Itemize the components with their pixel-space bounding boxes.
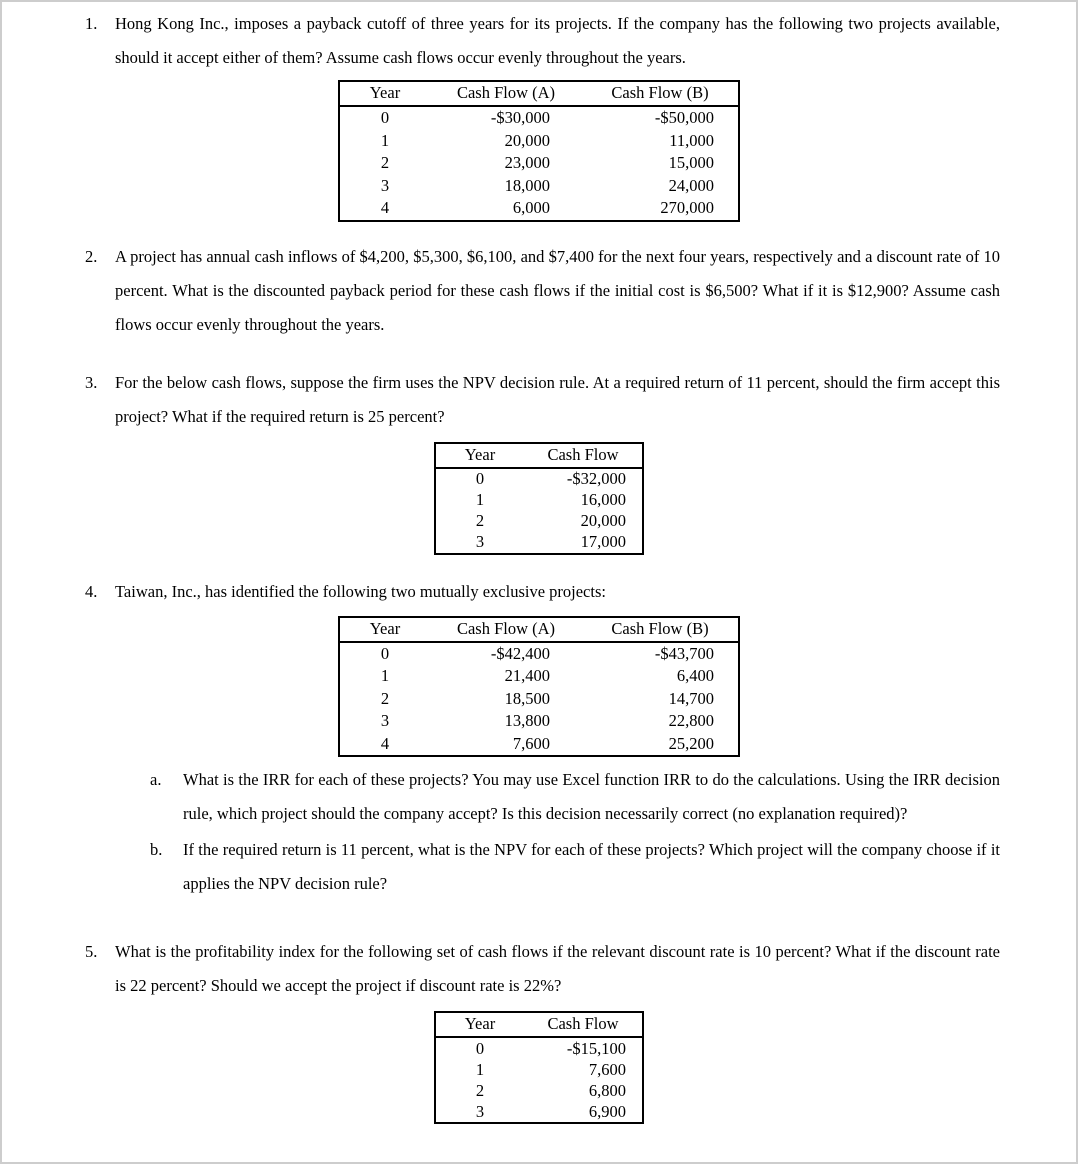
table-cell: 2 (380, 688, 390, 708)
table-header-row (435, 1012, 643, 1037)
part-b-text: If the required return is 11 percent, what is the NPV for each of these projects? Which project will the company choose if it applies the NPV decision rule? (183, 840, 1000, 893)
table-row (339, 733, 739, 757)
table-header-cell: Cash Flow (B) (582, 617, 739, 642)
table-cell: 3 (475, 532, 485, 551)
table-row (339, 106, 739, 130)
table-row (435, 511, 643, 532)
part-a-letter: a. (150, 770, 162, 789)
table-cell: 20,000 (504, 130, 550, 150)
table-row (339, 197, 739, 221)
question-1-text: Hong Kong Inc., imposes a payback cutoff of three years for its projects. If the company has the following two projects available, should it accept either of them? Assume cash flows occur evenly throughout the years. (115, 14, 1000, 67)
question-2-number: 2. (85, 246, 98, 266)
table-header-cell: Cash Flow (A) (430, 617, 582, 642)
table-cell: 16,000 (580, 490, 626, 509)
table-cell: -$32,000 (566, 469, 626, 488)
table-header-row (339, 81, 739, 106)
cash-flow-table-q3 (434, 442, 644, 555)
table-row (435, 468, 643, 490)
table-header-cell: Cash Flow (B) (582, 81, 739, 106)
table-cell: 270,000 (660, 198, 714, 218)
table-cell: 6,400 (676, 666, 714, 686)
question-2 (2, 240, 1076, 342)
table-cell: 23,000 (504, 153, 550, 173)
table-cell: 21,400 (504, 666, 550, 686)
table-row (435, 1059, 643, 1080)
table-cell: -$50,000 (654, 108, 714, 128)
question-1-number: 1. (85, 14, 98, 33)
table-row (435, 1101, 643, 1123)
table-header-cell: Cash Flow (A) (430, 81, 582, 106)
table-cell: 6,800 (588, 1080, 626, 1100)
table-row (435, 532, 643, 554)
table-row (339, 688, 739, 711)
table-cell: 11,000 (669, 130, 714, 150)
question-4-part-a (2, 763, 1076, 831)
question-4-part-b (2, 833, 1076, 901)
question-5 (2, 935, 1076, 1003)
table-cell: 0 (380, 643, 390, 663)
table-cell: 17,000 (580, 532, 626, 551)
table-header-row (435, 443, 643, 468)
table-header-cell: Year (339, 81, 430, 106)
table-cell: 0 (475, 469, 485, 488)
table-cell: 18,000 (504, 175, 550, 195)
table-cell: 1 (380, 666, 390, 686)
cash-flow-table-q1 (338, 80, 740, 222)
table-cell: 14,700 (668, 688, 714, 708)
table-cell: 4 (380, 733, 390, 753)
table-cell: 2 (380, 153, 390, 173)
table-header-cell: Year (339, 617, 430, 642)
table-cell: 6,000 (512, 198, 550, 218)
table-cell: -$43,700 (654, 643, 714, 663)
table-row (435, 490, 643, 511)
table-row (339, 642, 739, 666)
part-b-letter: b. (150, 840, 163, 859)
table-cell: 22,800 (668, 711, 714, 731)
table-cell: 25,200 (668, 733, 714, 753)
question-3 (2, 366, 1076, 434)
question-5-number: 5. (85, 942, 98, 961)
table-header-cell: Year (435, 1012, 524, 1037)
table-cell: 3 (380, 711, 390, 731)
question-4 (2, 575, 1076, 609)
question-3-text: For the below cash flows, suppose the firm uses the NPV decision rule. At a required return of 11 percent, should the firm accept this project? What if the required return is 25 percent? (115, 372, 1000, 426)
question-1 (2, 7, 1076, 75)
table-cell: 7,600 (512, 733, 550, 753)
question-5-text: What is the profitability index for the following set of cash flows if the relevant discount rate is 10 percent? What if the discount rate is 22 percent? Should we accept the project if discount rate is 22%? (115, 942, 1000, 995)
question-3-number: 3. (85, 372, 98, 392)
table-header-row (339, 617, 739, 642)
table-row (435, 1037, 643, 1059)
question-4-number: 4. (85, 581, 98, 601)
table-cell: 0 (380, 108, 390, 128)
table-cell: 4 (380, 198, 390, 218)
question-2-text: A project has annual cash inflows of $4,200, $5,300, $6,100, and $7,400 for the next four years, respectively and a discount rate of 10 percent. What is the discounted payback period for these cash flows if the initial cost is $6,500? What if it is $12,900? Assume cash flows occur evenly throughout the years. (115, 246, 1000, 334)
table-row (339, 130, 739, 153)
table-cell: -$42,400 (490, 643, 550, 663)
table-row (339, 710, 739, 733)
table-cell: -$15,100 (566, 1038, 626, 1058)
table-header-cell: Cash Flow (524, 1012, 643, 1037)
table-header-cell: Year (435, 443, 524, 468)
table-cell: 18,500 (504, 688, 550, 708)
table-cell: 3 (380, 175, 390, 195)
table-cell: 1 (475, 1059, 485, 1079)
table-row (435, 1080, 643, 1101)
table-cell: 3 (475, 1101, 485, 1121)
cash-flow-table-q5 (434, 1011, 644, 1124)
table-cell: 0 (475, 1038, 485, 1058)
table-cell: 6,900 (588, 1101, 626, 1121)
table-cell: -$30,000 (490, 108, 550, 128)
table-cell: 24,000 (668, 175, 714, 195)
part-a-text: What is the IRR for each of these projects? You may use Excel function IRR to do the calculations. Using the IRR decision rule, which project should the company accept? Is this decision necessarily correct (no explanation required)? (183, 770, 1000, 823)
table-row (339, 175, 739, 198)
table-row (339, 665, 739, 688)
table-cell: 2 (475, 1080, 485, 1100)
table-header-cell: Cash Flow (524, 443, 643, 468)
question-4-text: Taiwan, Inc., has identified the following two mutually exclusive projects: (115, 581, 606, 601)
table-cell: 2 (475, 511, 485, 530)
table-cell: 15,000 (668, 153, 714, 173)
table-row (339, 152, 739, 175)
table-cell: 7,600 (588, 1059, 626, 1079)
table-cell: 1 (475, 490, 485, 509)
cash-flow-table-q4 (338, 616, 740, 758)
table-cell: 1 (380, 130, 390, 150)
table-cell: 13,800 (504, 711, 550, 731)
table-cell: 20,000 (580, 511, 626, 530)
